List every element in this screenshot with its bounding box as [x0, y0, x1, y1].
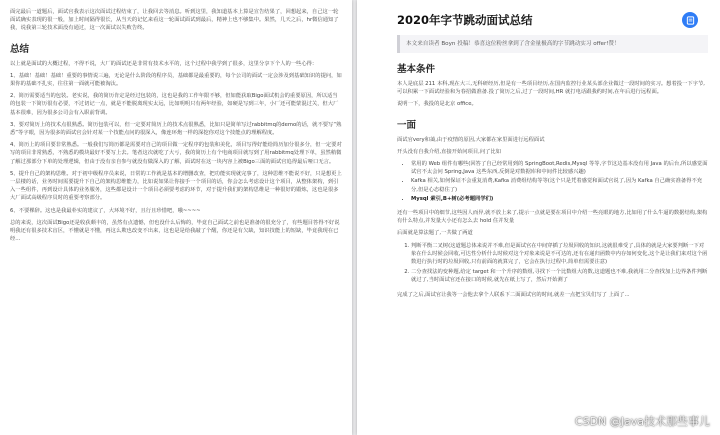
closing-paragraph: 总的来说，这次面试Bigo还是收获颇丰的，虽然有点遗憾，但也没什么后悔的，毕竟自己面试之前也是准备的很充分了，有些题目答得不好说明我还有很多技术盲区，不懂就是不懂，再这么欺也改变不出来，这也是是给我敲了个醒，你还是有欠缺，知识技能上的短缺，毕竟我现在已经...: [10, 219, 340, 243]
algorithm-list: [397, 242, 708, 285]
round-one-paragraph-2: 开头没有自我介绍,直接开始问项目,问了比如: [397, 148, 502, 155]
tip-3: 3、要对简历上的技术点很熟悉。简历包装可以，但一定要对简历上的技术点很熟悉，比如只是简单写过rabbitmq的demo的话，就不要写“熟悉”等字眼，因为很多的面试官会针对某一个技能点问的很深入，像连环炮一样的深挖你对这个技能点的理解程度。: [10, 121, 342, 137]
basic-paragraph-1: 本人是底层 211 本科,现在大三,无科研经历,但是有一些项目经历,在国内监控行业某头部企业做过一段时间的实习。想着投一下字节,可以积累一下面试经验和为春招做准备.投了简历之后,过了一段时间,HR 就打电话跟我约时间,在年后进行远程面。: [397, 81, 705, 96]
intro-paragraph: 面完最后一道题后，面试官我表示这次面试过程结束了，让我回去等消息。听到这里，我知道基本上算是宣告结果了，回想起来，自己这一轮面试确实表现的很一般，加上时间隔得很长，从当天的记忆来看这一轮面试面试到最后，精神上也不够集中。果然，几天之后，hr微信通知了我，说我第三轮技术面没有通过，这一次面试以失败告终。: [10, 9, 339, 32]
list-item: • Kafka 相关,如何保证不会重复消费,Kafka 消费组结构等等(这个只是凭着感觉和面试官说了,因为 Kafka 自己确实准备得不充分,但是心态稳住了): [411, 177, 708, 193]
document-icon: [686, 16, 695, 25]
tip-2: 2、简历需要适当的包装。老实说，我的简历肯定是经过包装的，这也是我的工作年限不够，但如能获取Bigo面试机会的重要原因，所以适当的包装一下简历很有必要，不过切记一点，就是不能脱离现实太远，比如明明只有两年经验，如硬是写到三年，小厂还可能蒙混过关，但大厂基本很难，因为很多公司会有入职前背调。: [10, 93, 339, 116]
round-one-paragraph-5: 完成了之后,面试官让我等一会他去拿个人联系下二面面试官的时间,就差一点把宝贝们写了 上面了...: [397, 291, 630, 298]
summary-paragraph: 以上就是面试的大概过程，不得不说，大厂的面试还是非常有技术水平的，这个过程中我学到了很多，这里分享下个人的一些心得：: [10, 60, 318, 67]
round-one-heading: 一面: [397, 119, 417, 131]
question-list: [397, 160, 708, 203]
list-item: 1. 判断平衡二叉树(这道题总体来说并不难,但是面试官在中间穿插了垃圾回收的知识,这就很难受了,具体的就是大家要判断一下对象在什么时候会回收,可达性分析什么时候对这个对象来说是不可达的,还有在递归函数中内存如何变化,这个是让我们来对这个函数进行执行时的垃圾回收,只有前面的就算完了，它会在执行过程中,简单但需要注意): [411, 242, 708, 267]
summary-heading: 总结: [10, 43, 30, 55]
list-item: 2. 二分查找法的变种题,给定 target 和一个升序的数组,寻找下一个比数组大的数,这道题也不难,我就用二分查找加上边界条件判断就过了,当时面试官还在接口的时候,就先在纸上写了，然后开始测了: [411, 268, 708, 284]
round-one-paragraph-1: 面试官very和蔼,由于疫情的原因,大家都在家里面进行远程面试: [397, 136, 545, 143]
round-one-paragraph-3: 还有一些项目中的细节,这些因人而异,就不放上来了,提示一点就是要在项目中介绍一些亮眼的地方,比如用了什么牛逼的数据结构,架构有什么特点,并发量大小还有怎么去 hold 住并发量: [397, 210, 708, 225]
tip-5: 5、提升自己的架构思维。对于初中级程序员来说，日常的工作就是基本的增删改查，把功能实现就完事了，这种思维不能说不好，只是想更上一层楼的话，业务时间需要提升下自己的架构思维能力，比如说如果让你接手一个项目的话，你会怎么考虑设计这个项目，从整体架构，到引入一些组件，再到设计具体的业务服务，这些都是设计一个项目必须要考虑的环节，对于提升我们的架构思维是一种很好的锻炼，这也是很多大厂面试高级程序员时的重要考察部分。: [10, 170, 342, 202]
tip-4: 4、简历上的项目要非常熟悉。一般我们写简历都是需要对自己的项目做一定程序的包装和美化，项目写得好能给简历加分很多分，但一定要对写的项目非常熟悉，不熟悉的模块最好不要写上去。笔者这次就吃了大亏，我的简历上有个电商项目就写到了用rabbitmq处理下单，虽然稍微了解过那部分下单的处理逻辑，但由于没有亲自参与就没有做深入的了解，面试时在这一块内容上被Bigo三面的面试官追得最后哑口无言。: [10, 142, 342, 165]
author-quote: 本文来自读者 Boyn 投稿！恭喜这位粉丝拿到了含金量极高的字节跳动实习 offer!赞！: [397, 35, 708, 53]
basic-paragraph-2: 说明一下，我投的是北京 office。: [397, 101, 477, 108]
round-one-paragraph-4: 后面就是算法题了,一共做了两道: [397, 230, 473, 237]
basic-heading: 基本条件: [397, 64, 436, 75]
list-item: • 常用的 Web 组件有哪些(回答了自己经常用到的 SpringBoot,Redis,Mysql 等等,字节这边基本没有用 Java 的后台,所以感觉面试官不太会问 Spring,Java 这些东西,反倒是对数据库和中间件比较感兴趣): [411, 160, 708, 176]
article-title: 2020年字节跳动面试总结: [397, 13, 533, 27]
right-document-page[interactable]: [357, 0, 720, 435]
tip-6: 6、不要裸辞。这也是我最朴实的建议了，大环境不好，且行且珍惜吧，哦~~~~: [10, 207, 201, 214]
tip-1: 1、基础！基础！基础！重要的事情说三遍，无论是什么阶段的程序员，基础都是最重要的，每个公司的面试一定会涉及到基础知识的提问，如果你的基础不扎实，往往第一面就可能被淘汰。: [10, 72, 342, 88]
left-document-page[interactable]: [0, 0, 352, 435]
csdn-watermark: CSDN @Java技术那些事儿: [574, 415, 710, 428]
document-float-button[interactable]: [682, 12, 698, 28]
list-item: • Mysql 索引,B+树(必考题同学们): [411, 195, 708, 203]
